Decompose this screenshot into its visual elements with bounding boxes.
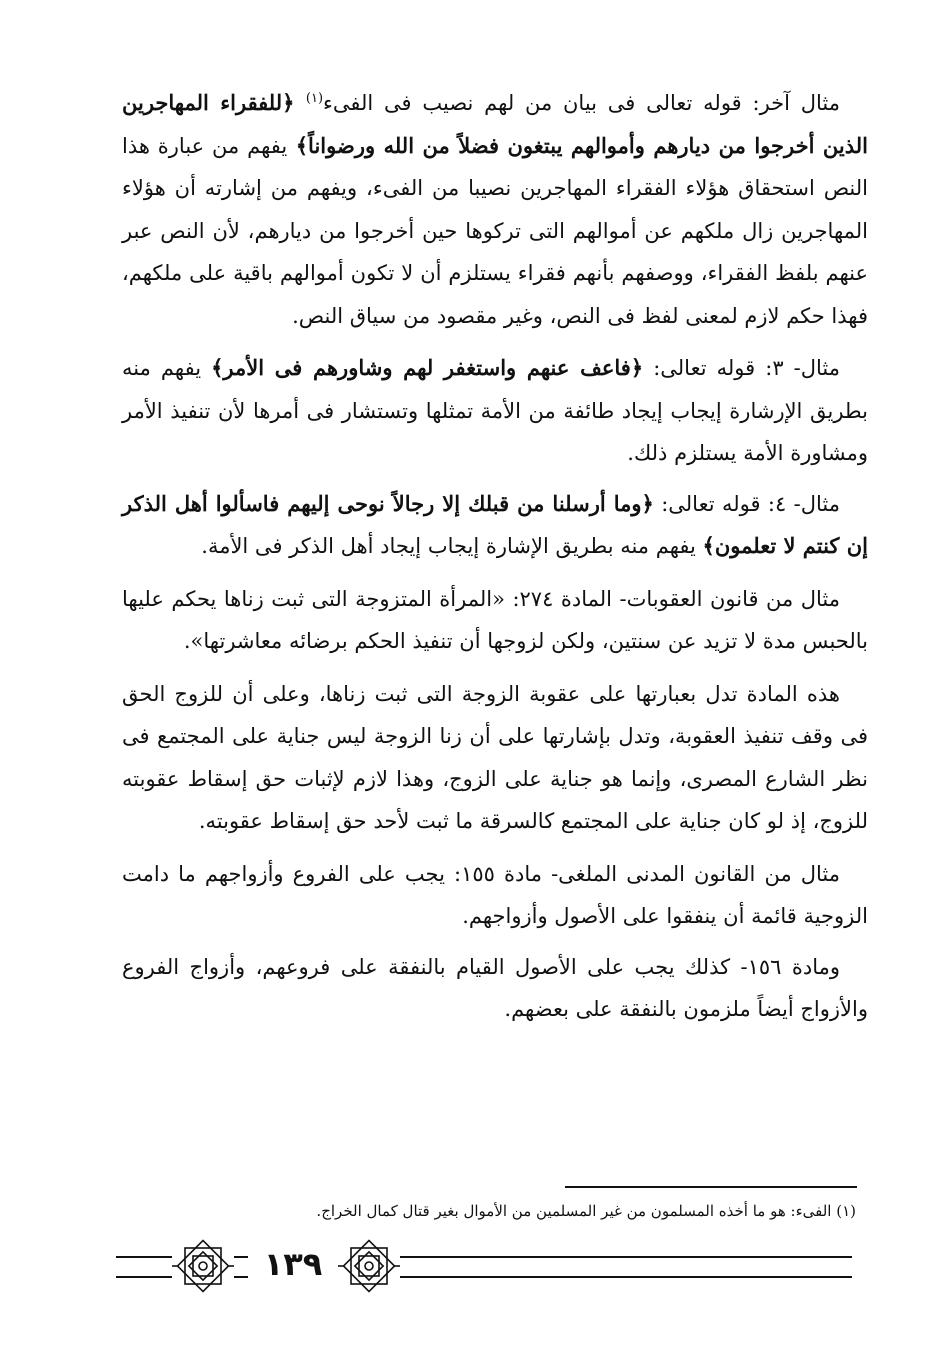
page-number: ١٣٩ (263, 1245, 323, 1283)
paragraph-3-lead: مثال- ٤: قوله تعالى: (653, 491, 840, 516)
footer-rule-right-top (400, 1256, 852, 1258)
footer-rule-mid-bottom (234, 1276, 248, 1278)
paragraph-2-rest: يفهم منه بطريق الإرشارة إيجاب إيجاد طائفة من الأمة تمثلها وتستشار فى أمرها لأن تنفيذ الأمر ومشاورة الأمة يستلزم ذلك. (122, 356, 868, 465)
paragraph-3 (122, 483, 868, 568)
paragraph-1 (122, 82, 868, 337)
paragraph-1-lead: مثال آخر: قوله تعالى فى بيان من لهم نصيب فى الفىء (323, 91, 841, 115)
star-ornament-icon (338, 1235, 400, 1297)
page-footer (0, 1225, 932, 1305)
quran-quote-1: ﴿للفقراء المهاجرين الذين أخرجوا من ديارهم وأموالهم يبتغون فضلاً من الله ورضواناً﴾ (122, 90, 869, 158)
footnote-marker: (١) (305, 91, 324, 106)
paragraph-7: ومادة ١٥٦- كذلك يجب على الأصول القيام بالنفقة على فروعهم، وأزواج الفروع والأزواج أيضاً ملزمون بالنفقة على بعضهم. (122, 954, 868, 1021)
quran-quote-2: ﴿فاعف عنهم واستغفر لهم وشاورهم فى الأمر﴾ (211, 355, 644, 380)
paragraph-5: هذه المادة تدل بعبارتها على عقوبة الزوجة التى ثبت زناها، وعلى أن للزوج الحق فى وقف تنفيذ العقوبة، وتدل بإشارتها على أن زنا الزوجة ليس جناية على المجتمع فى نظر الشارع المصرى، وإنما هو جناية على الزوج، وهذا لازم لإثبات حق إسقاط عقوبته للزوج، إذ لو كان جناية على المجتمع كالسرقة ما ثبت لأحد حق إسقاط عقوبته. (122, 681, 868, 833)
paragraph-3-rest: يفهم منه بطريق الإشارة إيجاب إيجاد أهل الذكر فى الأمة. (201, 534, 703, 558)
footnote-divider (565, 1186, 857, 1188)
star-ornament-icon (172, 1235, 234, 1297)
body-text (122, 82, 868, 1041)
footer-rule-left-bottom (116, 1276, 172, 1278)
footer-rule-mid-top (234, 1256, 248, 1258)
footnote: (١) الفىء: هو ما أخذه المسلمون من غير المسلمين من الأموال بغير قتال كمال الخراج. (316, 1202, 856, 1220)
footer-rule-left-top (116, 1256, 172, 1258)
paragraph-2-lead: مثال- ٣: قوله تعالى: (643, 356, 840, 380)
paragraph-1-rest: يفهم من عبارة هذا النص استحقاق هؤلاء الفقراء المهاجرين نصيبا من الفىء، ويفهم من إشارته أن هؤلاء المهاجرين زال ملكهم عن أموالهم التى تركوها حين أخرجوا من ديارهم، لأن النص عبر عنهم بلفظ الفقراء، ووصفهم بأنهم فقراء يستلزم أن لا تكون أموالهم باقية على ملكهم، فهذا حكم لازم لمعنى لفظ فى النص، وغير مقصود من سياق النص. (122, 133, 868, 328)
paragraph-6: مثال من القانون المدنى الملغى- مادة ١٥٥: يجب على الفروع وأزواجهم ما دامت الزوجية قائمة أن ينفقوا على الأصول وأزواجهم. (122, 861, 868, 928)
quran-quote-3: ﴿وما أرسلنا من قبلك إلا رجالاً نوحى إليهم فاسألوا أهل الذكر إن كنتم لا تعلمون﴾ (122, 490, 868, 558)
paragraph-2 (122, 347, 868, 475)
footer-rule-right-bottom (400, 1276, 852, 1278)
paragraph-4: مثال من قانون العقوبات- المادة ٢٧٤: «المرأة المتزوجة التى ثبت زناها يحكم عليها بالحبس مدة لا تزيد عن سنتين، ولكن لزوجها أن تنفيذ الحكم برضائه معاشرتها». (122, 586, 868, 653)
